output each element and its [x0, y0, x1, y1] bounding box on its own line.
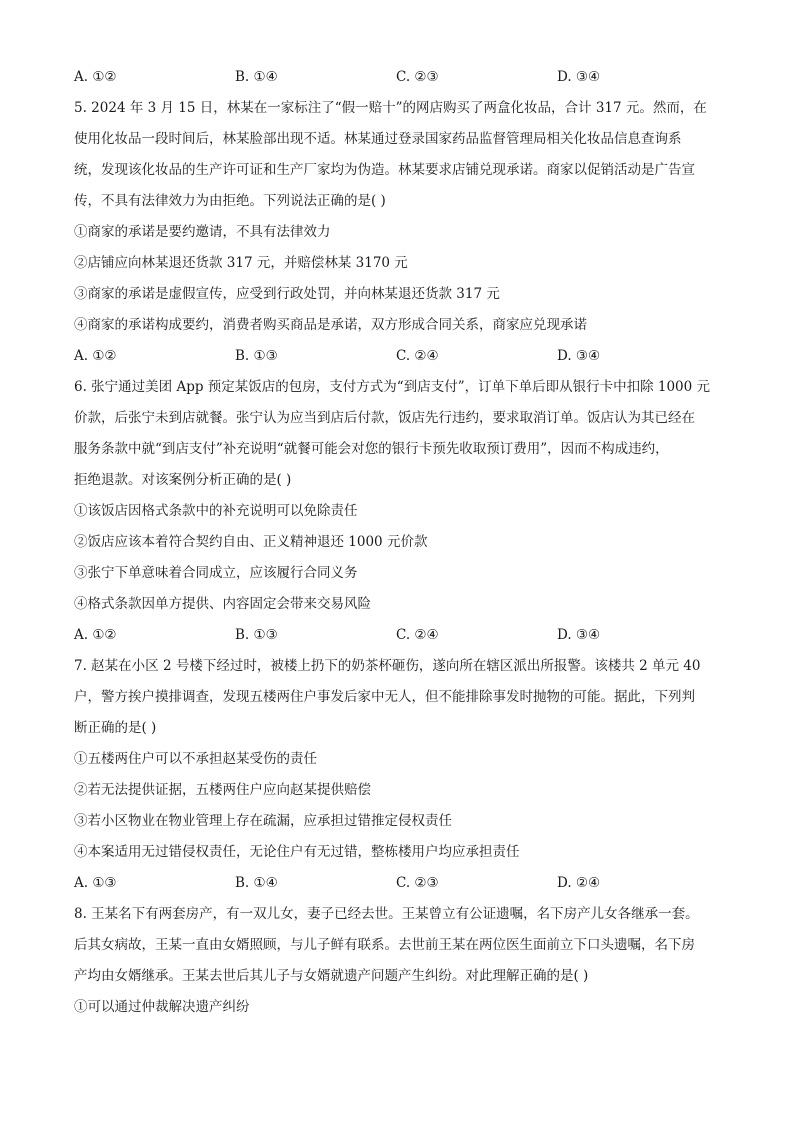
question-stem-line: 断正确的是( ) — [74, 720, 157, 736]
statement-item: ③商家的承诺是虚假宣传，应受到行政处罚，并向林某退还货款 317 元 — [74, 286, 500, 302]
option-b: B. ①③ — [235, 627, 278, 643]
question-stem-line: 8. 王某名下有两套房产，有一双儿女，妻子已经去世。王某曾立有公证遗嘱，名下房产儿女各继承一套。 — [74, 906, 699, 922]
question-stem-line: 5. 2024 年 3 月 15 日，林某在一家标注了“假一赔十”的网店购买了两盒化妆品，合计 317 元。然而，在 — [74, 100, 707, 116]
statement-item: ③张宁下单意味着合同成立，应该履行合同义务 — [74, 565, 358, 581]
option-d: D. ③④ — [557, 348, 601, 364]
statement-item: ②若无法提供证据，五楼两住户应向赵某提供赔偿 — [74, 782, 371, 798]
option-a: A. ①② — [74, 69, 117, 85]
option-b: B. ①④ — [235, 69, 278, 85]
question-stem-line: 价款，后张宁未到店就餐。张宁认为应当到店后付款，饭店先行违约，要求取消订单。饭店认为其已经在 — [74, 410, 695, 426]
question-stem-line: 产均由女婿继承。王某去世后其儿子与女婿就遗产问题产生纠纷。对此理解正确的是( ) — [74, 968, 589, 984]
option-b: B. ①④ — [235, 875, 278, 891]
option-c: C. ②③ — [396, 875, 439, 891]
statement-item: ④本案适用无过错侵权责任，无论住户有无过错，整栋楼用户均应承担责任 — [74, 844, 520, 860]
option-d: D. ③④ — [557, 627, 601, 643]
question-stem-line: 拒绝退款。对该案例分析正确的是( ) — [74, 472, 292, 488]
question-stem-line: 户，警方挨户摸排调查，发现五楼两住户事发后家中无人，但不能排除事发时抛物的可能。据此，下列判 — [74, 689, 695, 705]
question-8 — [74, 899, 722, 1023]
option-c: C. ②④ — [396, 348, 439, 364]
answer-options — [74, 341, 722, 372]
option-d: D. ③④ — [557, 69, 601, 85]
statement-item: ①可以通过仲裁解决遗产纠纷 — [74, 999, 250, 1015]
option-a: A. ①② — [74, 348, 117, 364]
option-c: C. ②④ — [396, 627, 439, 643]
answer-options — [74, 620, 722, 651]
prev-question-options — [74, 62, 722, 93]
statement-item: ①该饭店因格式条款中的补充说明可以免除责任 — [74, 503, 358, 519]
question-stem-line: 使用化妆品一段时间后，林某脸部出现不适。林某通过登录国家药品监督管理局相关化妆品信息查询系 — [74, 131, 682, 147]
statement-item: ④商家的承诺构成要约，消费者购买商品是承诺，双方形成合同关系，商家应兑现承诺 — [74, 317, 587, 333]
question-stem-line: 统，发现该化妆品的生产许可证和生产厂家均为伪造。林某要求店铺兑现承诺。商家以促销活动是广告宣 — [74, 162, 695, 178]
option-b: B. ①③ — [235, 348, 278, 364]
option-a: A. ①② — [74, 627, 117, 643]
option-a: A. ①③ — [74, 875, 117, 891]
statement-item: ②饭店应该本着符合契约自由、正义精神退还 1000 元价款 — [74, 534, 428, 550]
question-7 — [74, 651, 722, 899]
statement-item: ②店铺应向林某退还货款 317 元，并赔偿林某 3170 元 — [74, 255, 408, 271]
question-stem-line: 6. 张宁通过美团 App 预定某饭店的包房，支付方式为“到店支付”，订单下单后即从银行卡中扣除 1000 元 — [74, 379, 711, 395]
option-d: D. ②④ — [557, 875, 601, 891]
question-stem-line: 服务条款中就“到店支付”补充说明“就餐可能会对您的银行卡预先收取预订费用”，因而不构成违约， — [74, 441, 669, 457]
question-stem-line: 后其女病故，王某一直由女婿照顾，与儿子鲜有联系。去世前王某在两位医生面前立下口头遗嘱，名下房 — [74, 937, 695, 953]
option-c: C. ②③ — [396, 69, 439, 85]
question-6 — [74, 372, 722, 651]
page-content — [74, 62, 722, 1023]
question-5 — [74, 93, 722, 372]
statement-item: ④格式条款因单方提供、内容固定会带来交易风险 — [74, 596, 371, 612]
question-stem-line: 7. 赵某在小区 2 号楼下经过时，被楼上扔下的奶茶杯砸伤，遂向所在辖区派出所报警。该楼共 2 单元 40 — [74, 658, 701, 674]
statement-item: ①五楼两住户可以不承担赵某受伤的责任 — [74, 751, 317, 767]
question-stem-line: 传，不具有法律效力为由拒绝。下列说法正确的是( ) — [74, 193, 386, 209]
statement-item: ③若小区物业在物业管理上存在疏漏，应承担过错推定侵权责任 — [74, 813, 452, 829]
answer-options — [74, 868, 722, 899]
statement-item: ①商家的承诺是要约邀请，不具有法律效力 — [74, 224, 331, 240]
